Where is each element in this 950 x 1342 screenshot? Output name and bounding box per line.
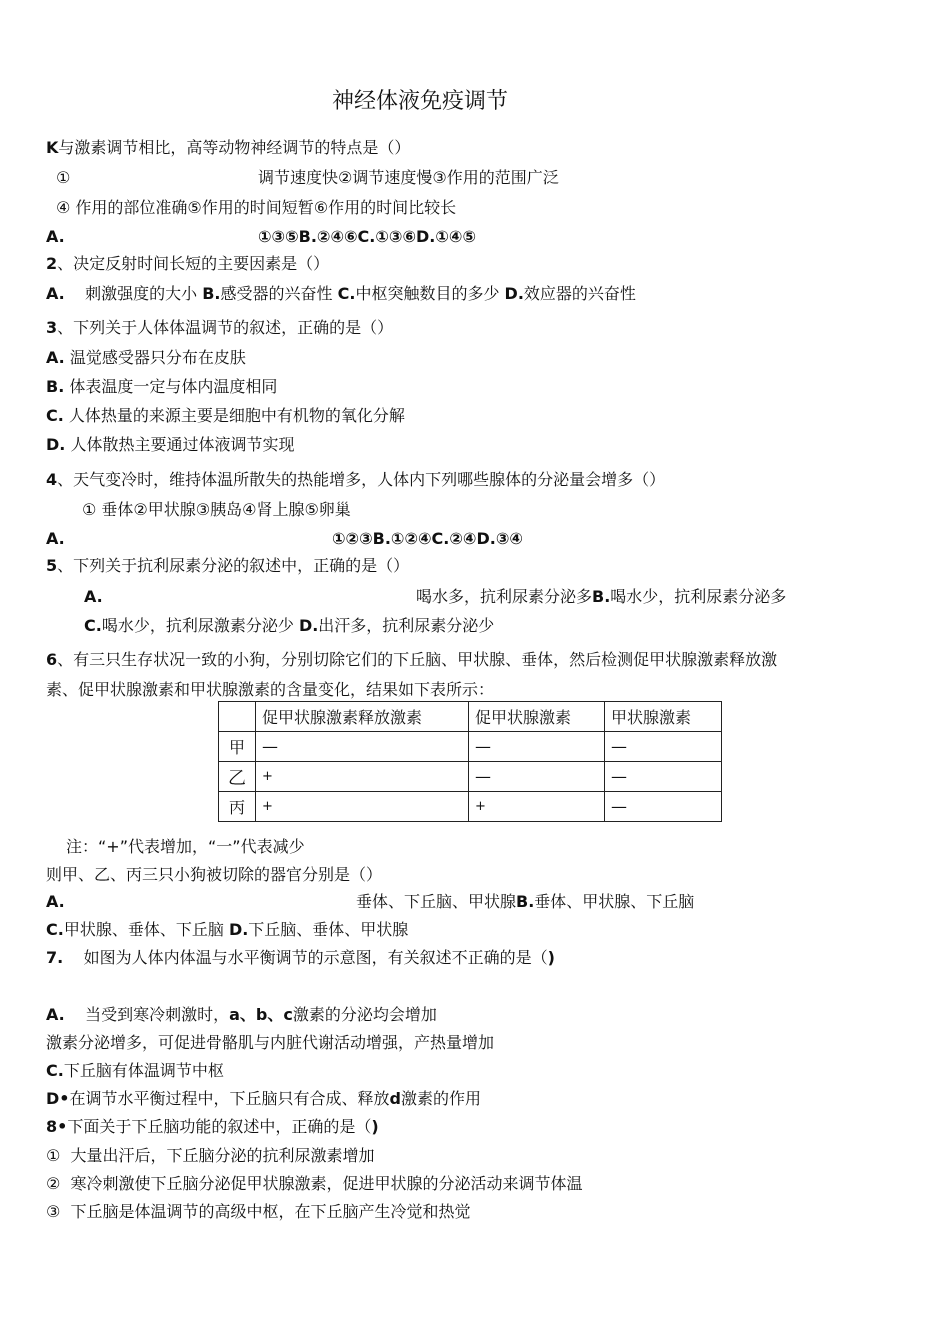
- question-6-stem-2: 素、促甲状腺激素和甲状腺激素的含量变化，结果如下表所示：: [46, 680, 495, 699]
- option-label: A.: [46, 227, 65, 246]
- table-row: [219, 792, 722, 822]
- table-cell: —: [605, 732, 722, 762]
- question-number: 5: [46, 556, 58, 575]
- question-number: 3: [46, 318, 58, 337]
- question-6-options-ab: 垂体、下丘脑、甲状腺B.垂体、甲状腺、下丘脑: [356, 892, 695, 911]
- question-5-stem: 5、下列关于抗利尿素分泌的叙述中，正确的是（）: [46, 556, 410, 575]
- option-label: A.: [84, 587, 103, 606]
- table-header-row: [219, 702, 722, 732]
- question-number: K: [46, 138, 59, 157]
- table-cell: —: [605, 792, 722, 822]
- table-row: [219, 732, 722, 762]
- question-7-option-c: C.下丘脑有体温调节中枢: [46, 1061, 224, 1080]
- question-number: 4: [46, 470, 58, 489]
- question-number: 7.: [46, 948, 64, 967]
- question-3-option-a: A. 温觉感受器只分布在皮肤: [46, 348, 246, 367]
- table-cell: —: [469, 732, 605, 762]
- table-cell: +: [256, 762, 469, 792]
- question-4-stem: 4、天气变冷时，维持体温所散失的热能增多，人体内下列哪些腺体的分泌量会增多（）: [46, 470, 666, 489]
- option-label: A.: [46, 892, 65, 911]
- question-1-items: 调节速度快②调节速度慢③作用的范围广泛: [258, 168, 559, 187]
- question-8-item-2: ② 寒冷刺激使下丘脑分泌促甲状腺激素，促进甲状腺的分泌活动来调节体温: [46, 1174, 583, 1193]
- question-2-stem: 2、决定反射时间长短的主要因素是（）: [46, 254, 330, 273]
- question-8-item-1: ① 大量出汗后，下丘脑分泌的抗利尿激素增加: [46, 1146, 375, 1165]
- table-cell: 甲: [219, 732, 256, 762]
- table-header-cell: 甲状腺激素: [605, 702, 722, 732]
- question-3-option-d: D. 人体散热主要通过体液调节实现: [46, 435, 295, 454]
- table-cell: —: [605, 762, 722, 792]
- table-header-cell: 促甲状腺激素释放激素: [256, 702, 469, 732]
- question-5-options-ab: 喝水多，抗利尿素分泌多B.喝水少，抗利尿素分泌多: [416, 587, 787, 606]
- question-8-stem: 8•下面关于下丘脑功能的叙述中，正确的是（): [46, 1117, 379, 1136]
- question-3-option-b: B. 体表温度一定与体内温度相同: [46, 377, 278, 396]
- table-cell: +: [256, 792, 469, 822]
- table-header-cell: [219, 702, 256, 732]
- hormone-table: [218, 701, 722, 822]
- question-7-stem: 7. 如图为人体内体温与水平衡调节的示意图，有关叙述不正确的是（): [46, 948, 555, 967]
- table-cell: —: [469, 762, 605, 792]
- question-1-stem: K与激素调节相比，高等动物神经调节的特点是（）: [46, 138, 411, 157]
- question-6-options-cd: C.甲状腺、垂体、下丘脑 D.下丘脑、垂体、甲状腺: [46, 920, 409, 939]
- question-1-item-marker: ①: [56, 168, 71, 187]
- question-3-option-c: C. 人体热量的来源主要是细胞中有机物的氧化分解: [46, 406, 405, 425]
- table-cell: 丙: [219, 792, 256, 822]
- question-4-items: ① 垂体②甲状腺③胰岛④肾上腺⑤卵巢: [82, 500, 351, 519]
- option-label: A.: [46, 529, 65, 548]
- question-6-ask: 则甲、乙、丙三只小狗被切除的器官分别是（）: [46, 865, 383, 884]
- question-7-option-d: D•在调节水平衡过程中，下丘脑只有合成、释放d激素的作用: [46, 1089, 481, 1108]
- table-cell: —: [256, 732, 469, 762]
- question-number: 6: [46, 650, 58, 669]
- question-1-items-2: ④ 作用的部位准确⑤作用的时间短暂⑥作用的时间比较长: [56, 198, 457, 217]
- question-7-option-b: 激素分泌增多，可促进骨骼肌与内脏代谢活动增强，产热量增加: [46, 1033, 495, 1052]
- question-5-options-cd: C.喝水少，抗利尿激素分泌少 D.出汗多，抗利尿素分泌少: [84, 616, 495, 635]
- question-4-options: ①②③B.①②④C.②④D.③④: [332, 529, 523, 548]
- table-row: [219, 762, 722, 792]
- question-number: 2: [46, 254, 58, 273]
- table-cell: +: [469, 792, 605, 822]
- question-2-options: A. 刺激强度的大小 B.感受器的兴奋性 C.中枢突触数目的多少 D.效应器的兴奋性: [46, 284, 636, 303]
- table-cell: 乙: [219, 762, 256, 792]
- table-note: 注：“+”代表增加，“一”代表减少: [66, 837, 305, 856]
- question-number: 8•: [46, 1117, 68, 1136]
- question-8-item-3: ③ 下丘脑是体温调节的高级中枢，在下丘脑产生冷觉和热觉: [46, 1202, 471, 1221]
- question-7-option-a: A. 当受到寒冷刺激时，a、b、c激素的分泌均会增加: [46, 1005, 437, 1024]
- page-title: 神经体液免疫调节: [331, 89, 508, 114]
- question-1-options: ①③⑤B.②④⑥C.①③⑥D.①④⑤: [258, 227, 477, 246]
- question-6-stem: 6、有三只生存状况一致的小狗，分别切除它们的下丘脑、甲状腺、垂体，然后检测促甲状腺激素释放激: [46, 650, 778, 669]
- question-3-stem: 3、下列关于人体体温调节的叙述，正确的是（）: [46, 318, 394, 337]
- table-header-cell: 促甲状腺激素: [469, 702, 605, 732]
